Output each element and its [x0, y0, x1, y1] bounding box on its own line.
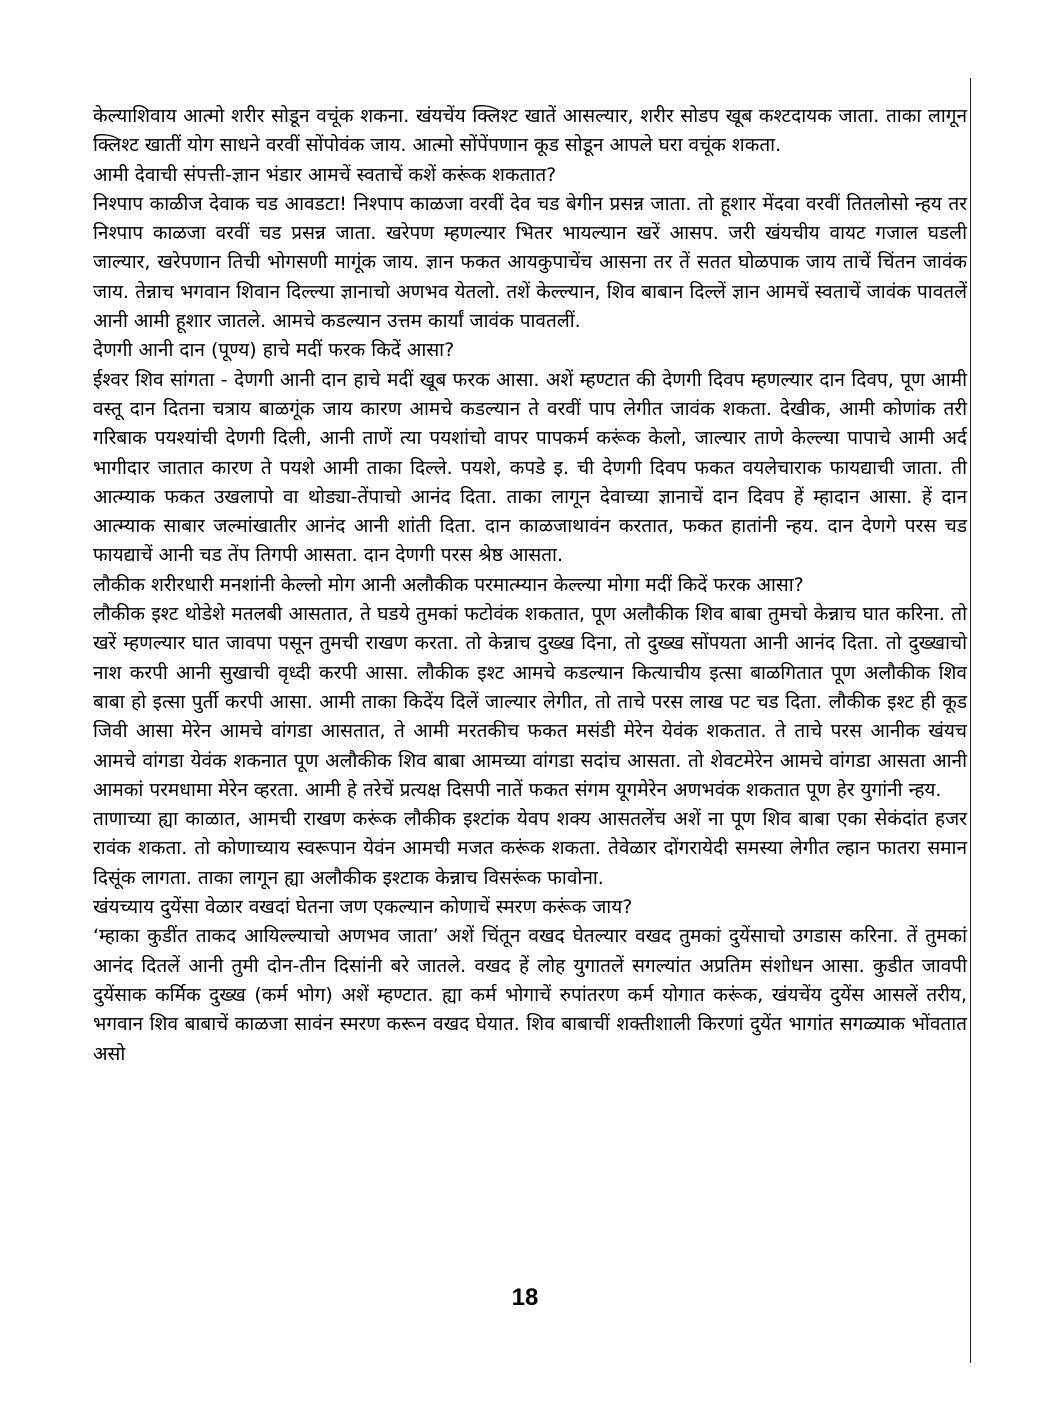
paragraph-pure-heart: निश्पाप काळीज देवाक चड आवडटा! निश्पाप काळजा वरवीं देव चड बेगीन प्रसन्न जाता. तो हूशार मेंदवा वरवीं तितलोसो न्हय तर निश्पाप काळजा वरवीं चड प्रसन्न जाता. खरेपण म्हणल्यार भितर भायल्यान खरें आसप. जरी खंयचीय वायट गजाल घडली जाल्यार, खरेपणान तिची भोगसणी मागूंक जाय. ज्ञान फकत आयकुपाचेंच आसना तर तें सतत घोळपाक जाय ताचें चिंतन जावंक जाय. तेन्नाच भगवान शिवान दिल्ल्या ज्ञानाचो अणभव येतलो. तशें केल्ल्यान, शिव बाबान दिल्लें ज्ञान आमचें स्वताचें जावंक पावतलें आनी आमी हूशार जातले. आमचे कडल्यान उत्तम कार्यां जावंक पावतलीं. [93, 192, 967, 333]
right-margin-rule [970, 78, 971, 1363]
paragraph-worldly-vs-divine-love: लौकीक इश्ट थोडेशे मतलबी आसतात, ते घडये तुमकां फटोवंक शकतात, पूण अलौकीक शिव बाबा तुमचो केन्नाच घात करिना. तो खरें म्हणल्यार घात जावपा पसून तुमची राखण करता. तो केन्नाच दुख्ख दिना, तो दुख्ख सोंपयता आनी आनंद दिता. तो दुख्खाचो नाश करपी आनी सुखाची वृध्दी करपी आसा. लौकीक इश्ट आमचे कडल्यान कित्याचीय इत्सा बाळगितात पूण अलौकीक शिव बाबा हो इत्सा पुर्ती करपी आसा. आमी ताका किदेंय दिलें जाल्यार लेगीत, तो ताचे परस लाख पट चड दिता. लौकीक इश्ट ही कूड जिवी आसा मेरेन आमचे वांगडा आसतात, ते आमी मरतकीच फकत मसंडी मेरेन येवंक शकतात. ते ताचे परस आनीक खंयच आमचे वांगडा येवंक शकनात पूण अलौकीक शिव बाबा आमच्या वांगडा सदांच आसता. तो शेवटमेरेन आमचे वांगडा आसता आनी आमकां परमधामा मेरेन व्हरता. आमी हे तरेचें प्रत्यक्ष दिसपी नातें फकत संगम यूगमेरेन अणभवंक शकतात पूण हेर युगांनी न्हय. [93, 603, 967, 801]
question-worldly-vs-divine-love: लौकीक शरीरधारी मनशांनी केल्लो मोग आनी अलौकीक परमात्म्यान केल्ल्या मोगा मदीं किदें फरक आसा? [93, 573, 804, 596]
page-number: 18 [511, 1284, 539, 1311]
paragraph-donation-vs-charity: ईश्वर शिव सांगता - देणगी आनी दान हाचे मदीं खूब फरक आसा. अशें म्हण्टात की देणगी दिवप म्हणल्यार दान दिवप, पूण आमी वस्तू दान दितना चत्राय बाळगूंक जाय कारण आमचे कडल्यान ते वरवीं पाप लेगीत जावंक शकता. देखीक, आमी कोणांक तरी गरिबाक पयश्यांची देणगी दिली, आनी ताणें त्या पयशांचो वापर पापकर्म करूंक केलो, जाल्यार ताणे केल्ल्या पापाचे आमी अर्द भागीदार जातात कारण ते पयशे आमी ताका दिल्ले. पयशे, कपडे इ. ची देणगी दिवप फकत वयलेचाराक फायद्याची जाता. ती आत्म्याक फकत उखलापो वा थोड्या-तेंपाचो आनंद दिता. ताका लागून देवाच्या ज्ञानाचें दान दिवप हें म्हादान आसा. हें दान आत्म्याक साबार जल्मांखातीर आनंद आनी शांती दिता. दान काळजाथावंन करतात, फकत हातांनी न्हय. दान देणगे परस चड फायद्याचें आनी चड तेंप तिगपी आसता. दान देणगी परस श्रेष्ठ आसता. [93, 368, 967, 567]
paragraph-soul-leaving-body: केल्याशिवाय आत्मो शरीर सोडून वचूंक शकना. खंयचेंय क्लिश्ट खातें आसल्यार, शरीर सोडप खूब कश्टदायक जाता. ताका लागून क्लिश्ट खातीं योग साधने वरवीं सोंपोवंक जाय. आत्मो सोंपेंपणान कूड सोडून आपले घरा वचूंक शकता. [93, 105, 967, 157]
paragraph-medicine-remembrance: ‘म्हाका कुडींत ताकद आयिल्ल्याचो अणभव जाता’ अशें चिंतून वखद घेतल्यार वखद तुमकां दुयेंसाचो उगडास करिना. तें तुमकां आनंद दितलें आनी तुमी दोन-तीन दिसांनी बरे जातले. वखद हें लोह युगातलें सगल्यांत अप्रतिम संशोधन आसा. कुडीत जावपी दुयेंसाक कर्मिक दुख्ख (कर्म भोग) अशें म्हण्टात. ह्या कर्म भोगाचें रुपांतरण कर्म योगात करूंक, खंयचेंय दुयेंस आसलें तरीय, भगवान शिव बाबाचें काळजा सावंन स्मरण करून वखद घेयात. शिव बाबाचीं शक्तीशाली किरणां दुयेंत भागांत सगळ्याक भोंवतात असो [93, 925, 967, 1065]
question-donation-vs-charity: देणगी आनी दान (पूण्य) हाचे मदीं फरक किदें आसा? [93, 339, 455, 362]
paragraph-times-of-stress: ताणाच्या ह्या काळात, आमची राखण करूंक लौकीक इश्टांक येवप शक्य आसतलेंच अशें ना पूण शिव बाबा एका सेकंदांत हजर रावंक शकता. तो कोणाच्याय स्वरूपान येवंन आमची मजत करूंक शकता. तेवेळार दोंगरायेदी समस्या लेगीत ल्हान फातरा समान दिसूंक लागता. ताका लागून ह्या अलौकीक इश्टाक केन्नाच विसरूंक फावोना. [93, 808, 967, 889]
question-remembrance-during-illness: खंयच्याय दुयेंसा वेळार वखदां घेतना जण एकल्यान कोणाचें स्मरण करूंक जाय? [93, 896, 633, 919]
question-knowledge-treasure: आमी देवाची संपत्ती-ज्ञान भंडार आमचें स्वताचें कशें करूंक शकतात? [93, 163, 557, 186]
document-body [93, 102, 967, 1069]
